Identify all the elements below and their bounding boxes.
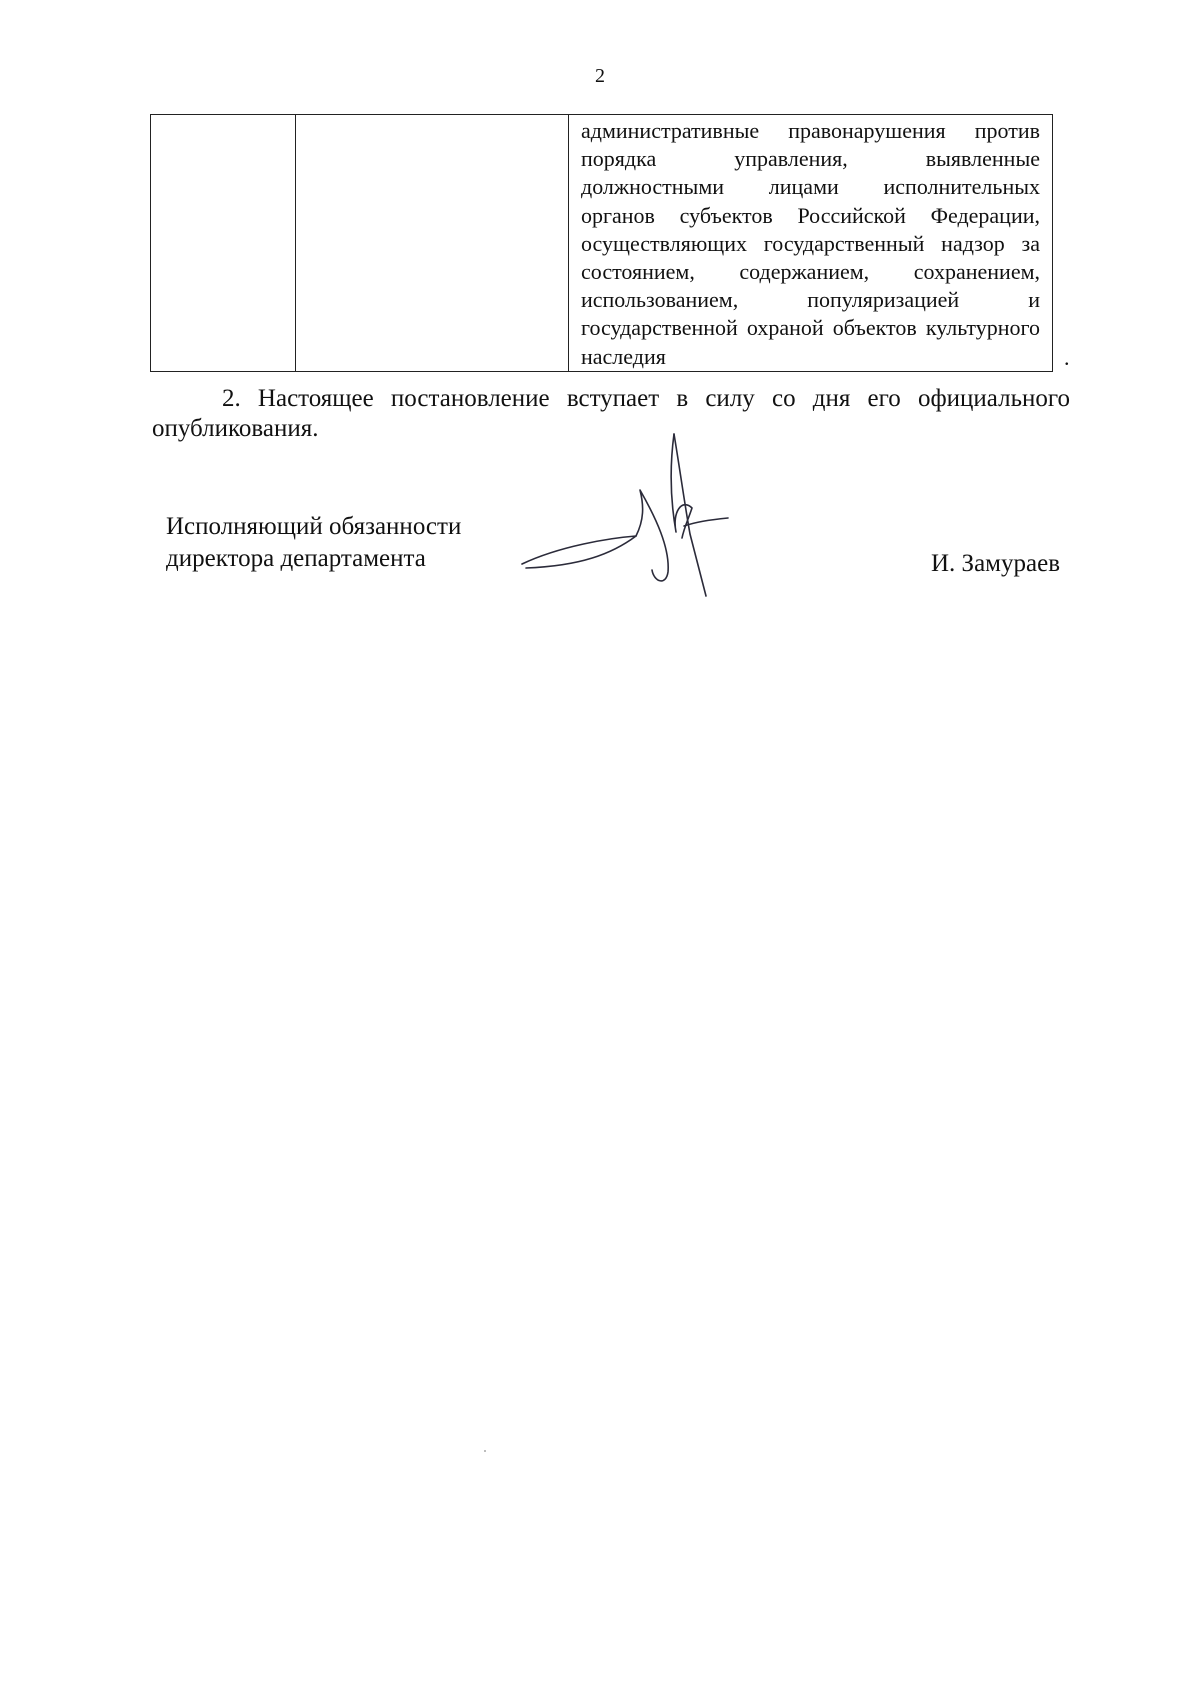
table-cell-1 [151, 115, 296, 372]
page-number: 2 [595, 65, 605, 87]
signer-name: И. Замураев [931, 550, 1060, 577]
signer-position-line-2: директора департамента [166, 545, 426, 572]
signer-position [166, 511, 461, 575]
table-cell-3 [569, 115, 1053, 372]
table-end-period: . [1064, 345, 1070, 370]
table-cell-2 [296, 115, 569, 372]
table-cell-1-text [151, 115, 295, 117]
table-cell-3-text: административные правонарушения против порядка управления, выявленные должностными лицами исполнительных органов субъектов Российской Федерации, осуществляющих государственный надзор за состоянием, содержанием, сохранением, использованием, популяризацией и государственной охраной объектов культурного наследия [581, 118, 1040, 369]
continuation-table [150, 114, 1053, 372]
table-cell-2-text [296, 115, 568, 117]
table-row [151, 115, 1053, 372]
signer-position-line-1: Исполняющий обязанности [166, 513, 462, 540]
scan-speck [484, 1450, 486, 1452]
handwritten-signature-icon [520, 420, 760, 600]
paragraph-2: 2. Настоящее постановление вступает в силу со дня его официального опубликования. [152, 385, 1070, 442]
